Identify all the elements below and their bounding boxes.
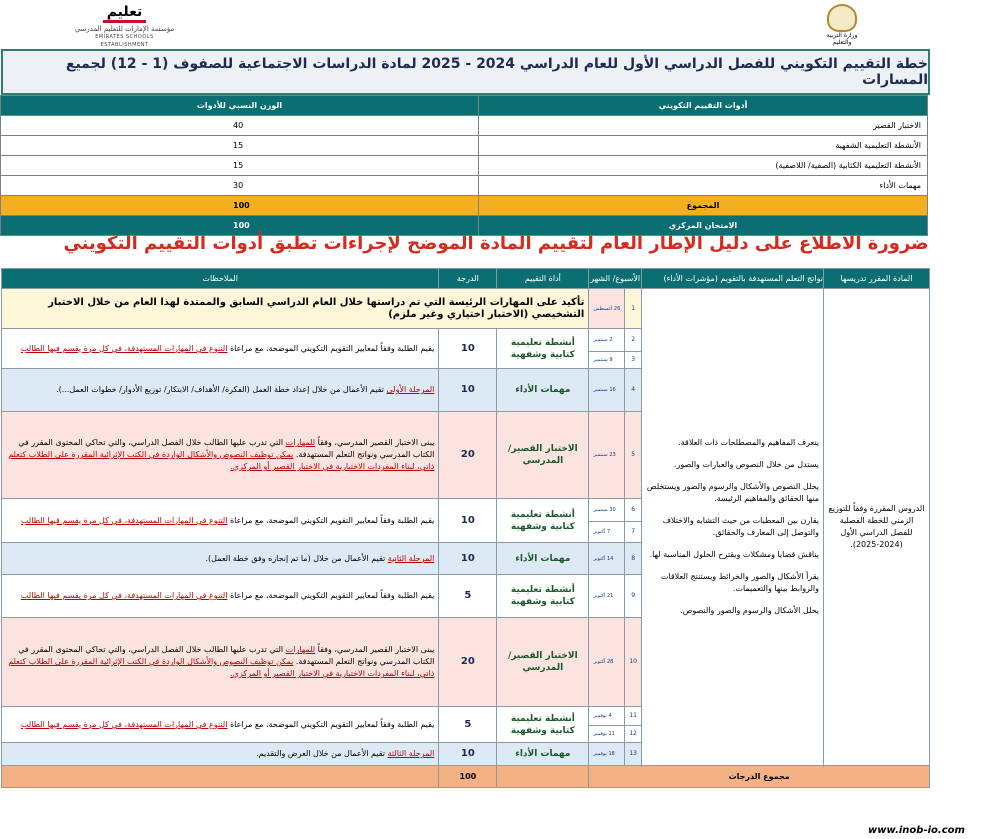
week-date: 18 نوفمبر [589, 743, 625, 766]
tool-performance: مهمات الأداء [497, 369, 589, 412]
week-number: 7 [625, 522, 642, 543]
weights-exam-label: الامتحان المركزي [479, 216, 928, 236]
weights-header-tool: أدوات التقييم التكويني [479, 96, 928, 116]
sum-value: 100 [439, 766, 497, 788]
est-logo-mark: تعليم [103, 4, 147, 23]
remark-highlight: التنوع في المهارات المستهدفة، في كل مرة يقسم فيها الطالب [20, 515, 228, 525]
stage-label: المرحلة الثانية [387, 553, 435, 563]
week-number: 8 [625, 543, 642, 575]
plan-header-week: الأسبوع/ الشهر [589, 269, 642, 289]
tool-performance: مهمات الأداء [497, 743, 589, 766]
outcome-item: يناقش قضايا ومشكلات ويقترح الحلول المناسبة لها. [649, 550, 819, 559]
remark-highlight: يمكن توظيف النصوص والأشكال الواردة في الكتب الإثرائية المقررة على الطلاب كتعلم ذاتي، لبناء المفردات الاختبارية في الاختبار القصير أو المركزي. [8, 657, 435, 678]
outcome-item: يقرأ الأشكال والصور والخرائط ويستنتج العلاقات والروابط بينها والتعميمات. [660, 572, 819, 593]
remark-highlight: التنوع في المهارات المستهدفة، في كل مرة يقسم فيها الطالب [20, 719, 228, 729]
week-date: 4 نوفمبر [589, 707, 625, 726]
grade-value: 10 [439, 369, 497, 412]
outcome-item: يحلل النصوص والأشكال والرسوم والصور ويستخلص منها الحقائق والمفاهيم الرئيسة. [646, 482, 819, 503]
remark-highlight: يمكن توظيف النصوص والأشكال الواردة في الكتب الإثرائية المقررة على الطلاب كتعلم ذاتي، لبناء المفردات الاختبارية في الاختبار القصير أو المركزي. [8, 450, 435, 471]
tool-quiz: الاختبار القصير/المدرسي [497, 618, 589, 707]
week-date: 26 أغسطس [589, 289, 625, 329]
remark-text: يقيم الطلبة وفقاً لمعايير التقويم التكويني الموضحة، مع مراعاة [229, 591, 435, 600]
ministry-logo-text: وزارة التربية والتعليم [826, 32, 858, 46]
tool-activities: أنشطة تعليمية كتابية وشفهية [497, 499, 589, 543]
guidance-note: ضرورة الاطلاع على دليل الإطار العام لتقييم المادة الموضح لإجراءات تطبق أدوات التقييم التكويني [63, 233, 929, 254]
grade-value: 10 [439, 329, 497, 369]
week-number: 9 [625, 575, 642, 618]
weight-value: 40 [1, 116, 479, 136]
week-date: 9 سبتمبر [589, 352, 625, 369]
plan-header-tool: أداة التقييم [497, 269, 589, 289]
remark-highlight: التنوع في المهارات المستهدفة، في كل مرة يقسم فيها الطالب [20, 343, 228, 353]
plan-header-grade: الدرجة [439, 269, 497, 289]
week-date: 14 أكتوبر [589, 543, 625, 575]
outcome-item: يحلل الأشكال والرسوم والصور والنصوص. [680, 606, 819, 615]
week-date: 16 سبتمبر [589, 369, 625, 412]
tool-activities: أنشطة تعليمية كتابية وشفهية [497, 707, 589, 743]
footer-url: www.inob-io.com [868, 825, 965, 836]
week-date: 11 نوفمبر [589, 726, 625, 743]
stage-label: المرحلة الأولى [386, 385, 435, 394]
plan-header-material: المادة المقرر تدريسها [824, 269, 930, 289]
week-number: 1 [625, 289, 642, 329]
remark-stage-2 [2, 543, 439, 575]
remark-text: يبنى الاختبار القصير المدرسي، وفقاً [317, 438, 435, 447]
grade-value: 10 [439, 543, 497, 575]
remark-text: يقيم الطلبة وفقاً لمعايير التقويم التكويني الموضحة، مع مراعاة [229, 719, 435, 729]
remark-quiz [2, 412, 439, 499]
tool-performance: مهمات الأداء [497, 543, 589, 575]
remark-stage-1 [2, 369, 439, 412]
week-number: 11 [625, 707, 642, 726]
weights-total-value: 100 [1, 196, 479, 216]
sum-spacer [2, 766, 439, 788]
week-number: 5 [625, 412, 642, 499]
weight-value: 15 [1, 136, 479, 156]
page-title: خطة التقييم التكويني للفصل الدراسي الأول للعام الدراسي 2024 - 2025 لمادة الدراسات الاجتماعية للصفوف (1 - 12) لجميع المسارات [1, 49, 930, 95]
stage-text: تقيم الأعمال من خلال إعداد خطة العمل (الفكرة/ الأهداف/ الابتكار/ توزيع الأدوار/ خطوات العمل...). [56, 385, 384, 394]
stage-text: تقيم الأعمال من خلال (ما تم إنجازه وفق خطة العمل). [205, 553, 386, 563]
weight-tool: الأنشطة التعليمية الكتابية (الصفية/ اللاصفية) [479, 156, 928, 176]
remark-highlight: للمهارات [285, 438, 316, 447]
weight-value: 15 [1, 156, 479, 176]
plan-material: الدروس المقررة وفقاً للتوزيع الزمني للخطة الفصلية للفصل الدراسي الأول (2024-2025). [824, 289, 930, 766]
tool-quiz: الاختبار القصير/المدرسي [497, 412, 589, 499]
outcome-item: يتعرف المفاهيم والمصطلحات ذات العلاقة. [678, 438, 819, 447]
week-date: 7 أكتوبر [589, 522, 625, 543]
remark-activities [2, 499, 439, 543]
remark-highlight: التنوع في المهارات المستهدفة، في كل مرة يقسم فيها الطالب [20, 591, 228, 600]
weights-header-weight: الوزن النسبي للأدوات [1, 96, 479, 116]
outcome-item: يقارن بين المعطيات من حيث التشابه والاختلاف والتوصل إلى المعارف والحقائق. [662, 516, 819, 537]
diagnostic-remark: تأكيد على المهارات الرئيسة التي تم دراستها خلال العام الدراسي السابق والممتدة لهذا العام من خلال الاختبار التشخيصي (الاختبار اختياري وغير ملزم) [2, 289, 589, 329]
remark-text: يقيم الطلبة وفقاً لمعايير التقويم التكويني الموضحة، مع مراعاة [229, 343, 435, 353]
week-date: 28 أكتوبر [589, 618, 625, 707]
week-number: 12 [625, 726, 642, 743]
est-logo-arabic: مؤسسة الإمارات للتعليم المدرسي [74, 25, 175, 33]
weights-table [0, 95, 928, 236]
remark-activities [2, 707, 439, 743]
sum-label: مجموع الدرجات [589, 766, 930, 788]
weights-exam-value: 100 [1, 216, 479, 236]
grade-value: 20 [439, 412, 497, 499]
grade-value: 20 [439, 618, 497, 707]
weight-tool: الأنشطة التعليمية الشفهية [479, 136, 928, 156]
grade-value: 5 [439, 575, 497, 618]
remark-highlight: للمهارات [285, 645, 316, 654]
stage-label: المرحلة الثالثة [387, 749, 435, 758]
remark-activities [2, 329, 439, 369]
tool-activities: أنشطة تعليمية كتابية وشفهية [497, 329, 589, 369]
week-date: 23 سبتمبر [589, 412, 625, 499]
plan-header-outcomes: نواتج التعلم المستهدفة بالتقويم (مؤشرات الأداء) [642, 269, 824, 289]
grade-value: 10 [439, 743, 497, 766]
remark-text: يبنى الاختبار القصير المدرسي، وفقاً [317, 645, 435, 654]
week-number: 6 [625, 499, 642, 522]
sum-spacer [497, 766, 589, 788]
week-date: 30 سبتمبر [589, 499, 625, 522]
tool-activities: أنشطة تعليمية كتابية وشفهية [497, 575, 589, 618]
plan-header-remarks: الملاحظات [2, 269, 439, 289]
weights-total-label: المجموع [479, 196, 928, 216]
week-number: 2 [625, 329, 642, 352]
weight-tool: الاختبار القصير [479, 116, 928, 136]
remark-quiz [2, 618, 439, 707]
uae-emblem-icon [827, 4, 857, 32]
grade-value: 5 [439, 707, 497, 743]
est-logo [72, 4, 177, 48]
week-date: 2 سبتمبر [589, 329, 625, 352]
weight-value: 30 [1, 176, 479, 196]
remark-text: يقيم الطلبة وفقاً لمعايير التقويم التكويني الموضحة، مع مراعاة [229, 515, 435, 525]
stage-text: تقيم الأعمال من خلال العرض والتقديم. [256, 749, 386, 758]
grade-value: 10 [439, 499, 497, 543]
week-date: 21 أكتوبر [589, 575, 625, 618]
est-logo-english: EMIRATES SCHOOLS ESTABLISHMENT [95, 34, 154, 48]
remark-activities [2, 575, 439, 618]
remark-stage-3 [2, 743, 439, 766]
remark-text: التي تدرب عليها الطالب خلال الفصل الدراسي، والتي تحاكي المحتوى المقرر في الكتاب المدرسي ونواتج التعلم المستهدفة. [18, 438, 435, 459]
week-number: 4 [625, 369, 642, 412]
outcome-item: يستدل من خلال النصوص والعبارات والصور. [673, 460, 819, 469]
week-number: 13 [625, 743, 642, 766]
weight-tool: مهمات الأداء [479, 176, 928, 196]
assessment-plan-table [1, 268, 930, 788]
week-number: 3 [625, 352, 642, 369]
week-number: 10 [625, 618, 642, 707]
plan-outcomes [642, 289, 824, 766]
remark-text: التي تدرب عليها الطالب خلال الفصل الدراسي، والتي تحاكي المحتوى المقرر في الكتاب المدرسي ونواتج التعلم المستهدفة. [18, 645, 435, 666]
ministry-logo [818, 4, 866, 46]
